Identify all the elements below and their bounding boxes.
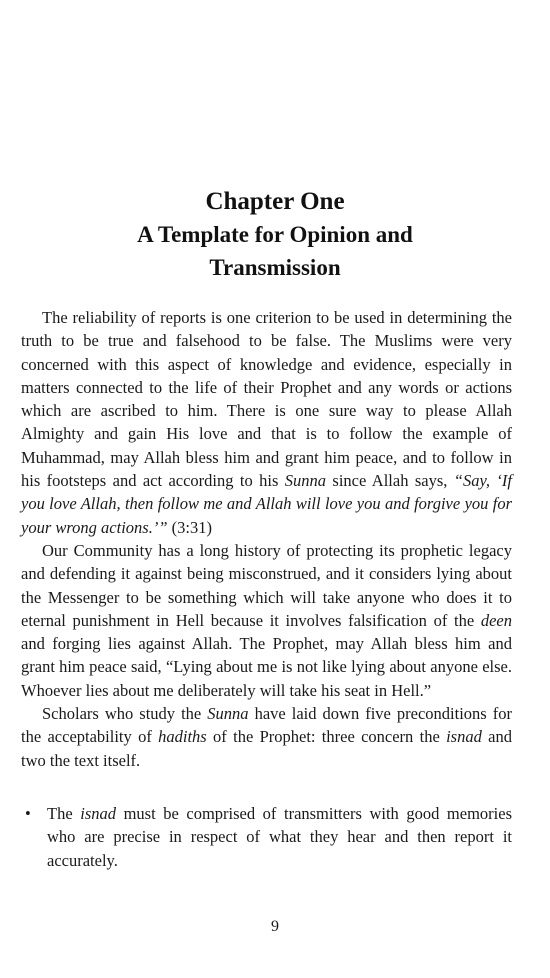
paragraph-3-text-g: and two the text itself.	[21, 727, 512, 770]
paragraph-3-italic-hadiths: hadiths	[158, 727, 207, 747]
paragraph-1-verse-ref: (3:31)	[167, 517, 212, 537]
list-item	[21, 802, 512, 872]
body-text	[21, 306, 512, 872]
paragraph-3	[21, 702, 512, 772]
paragraph-1-text-a: The reliability of reports is one criterion to be used in determining the truth to be true and falsehood to be false. The Muslims were very concerned with this aspect of knowledge and evidence, especially in matters connected to the life of their Prophet and any words or actions which are ascribed to him. There is one sure way to please Allah Almighty and gain His love and that is to follow the example of Muhammad, may Allah bless him and grant him peace, and to follow in his footsteps and act according to his	[21, 308, 512, 491]
page-number: 9	[271, 918, 279, 935]
paragraph-2-text-a: Our Community has a long history of protecting its prophetic legacy and defending it against being misconstrued, and it considers lying about the Messenger to be something which will take anyone who does it to eternal punishment in Hell because it involves falsification of the	[21, 540, 512, 630]
chapter-label: Chapter One	[205, 188, 345, 215]
paragraph-1	[21, 306, 512, 539]
paragraph-3-text-c: have laid down five preconditions for the acceptability of	[21, 704, 513, 747]
chapter-heading	[0, 186, 550, 284]
list-item-italic-isnad: isnad	[80, 803, 116, 823]
chapter-title-line-2: Transmission	[209, 255, 341, 280]
paragraph-2	[21, 539, 512, 702]
paragraph-3-text-e: of the Prophet: three concern the	[206, 727, 447, 747]
paragraph-3-text-a: Scholars who study the	[42, 704, 208, 724]
paragraph-2-italic-deen: deen	[480, 610, 512, 630]
paragraph-3-italic-sunna: Sunna	[207, 704, 249, 724]
paragraph-3-italic-isnad: isnad	[446, 727, 482, 747]
paragraph-1-quran-quote: “Say, ‘If you love Allah, then follow me and Allah will love you and forgive you for your wrong actions.’”	[21, 471, 512, 537]
list-item-text-c: must be comprised of transmitters with good memories who are precise in respect of what they hear and then report it accurately.	[47, 803, 512, 870]
precondition-list	[21, 802, 512, 872]
paragraph-1-text-c: since Allah says,	[326, 471, 454, 491]
bullet-marker: •	[25, 803, 31, 823]
chapter-title-line-1: A Template for Opinion and	[137, 222, 413, 247]
paragraph-2-text-c: and forging lies against Allah. The Prophet, may Allah bless him and grant him peace said, “Lying about me is not like lying about anyone else. Whoever lies about me deliberately will take his seat in Hell.”	[21, 634, 512, 700]
list-item-text-a: The	[47, 803, 81, 823]
paragraph-1-italic-sunna: Sunna	[284, 471, 327, 491]
